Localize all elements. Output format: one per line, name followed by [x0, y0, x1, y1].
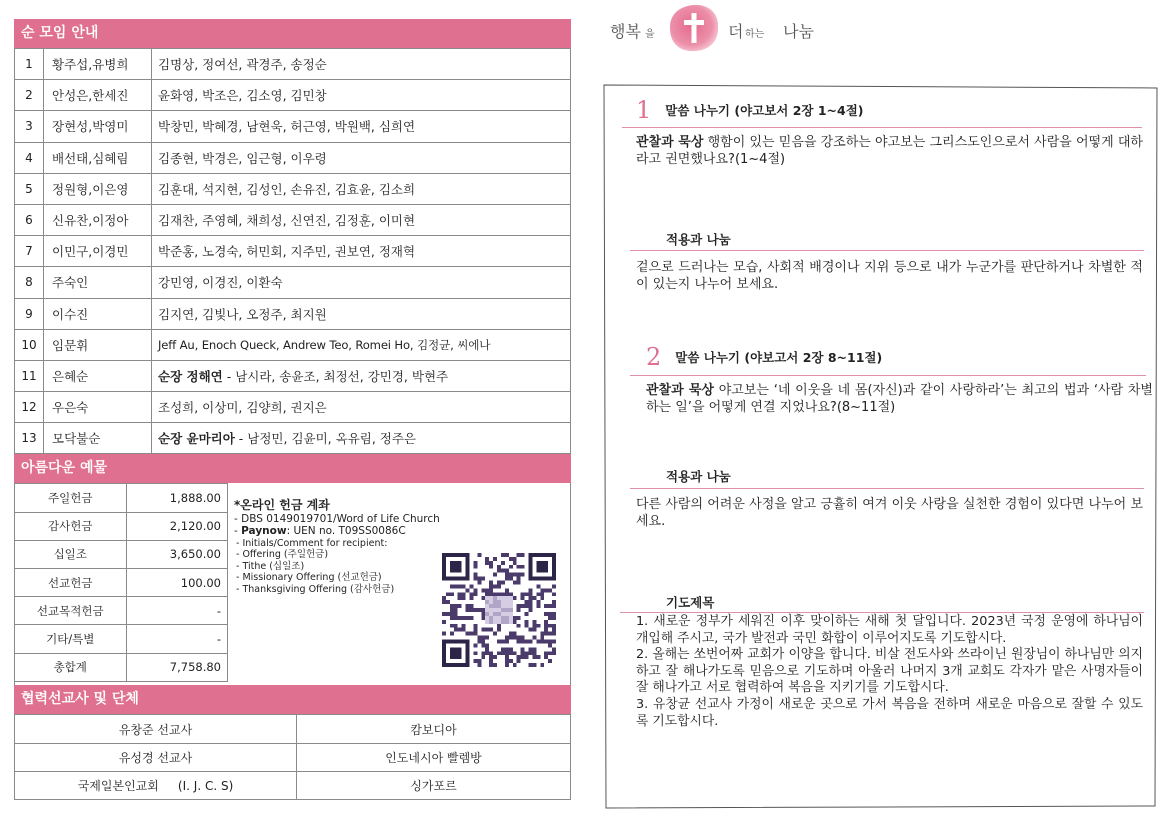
group-number: 1	[15, 49, 44, 80]
group-number: 13	[15, 423, 44, 454]
offering-amount: 3,650.00	[126, 540, 228, 568]
question-2-observation	[646, 382, 1153, 416]
question-title: 말씀 나누기 (야고보서 2장 1~4절)	[665, 103, 864, 118]
question-1-header	[636, 96, 864, 124]
group-leader: 이민구,이경민	[44, 236, 152, 267]
group-head-label: 순장 윤마리아	[158, 431, 235, 447]
offering-amount: 100.00	[126, 569, 228, 597]
group-row	[15, 142, 571, 173]
offering-row	[15, 625, 228, 653]
group-leader: 이수진	[44, 298, 152, 329]
group-member-list: 박창민, 박혜경, 남현욱, 허근영, 박원백, 심희연	[158, 119, 416, 135]
missionary-place: 인도네시아 빨렘방	[297, 743, 571, 771]
paynow-line: - Paynow: UEN no. T09SS0086C	[234, 525, 406, 538]
group-number: 2	[15, 80, 44, 111]
group-row	[15, 392, 571, 423]
group-member-list: 김지연, 김빛나, 오정주, 최지원	[158, 306, 327, 322]
group-members	[152, 298, 571, 329]
group-number: 9	[15, 298, 44, 329]
offering-label: 선교헌금	[15, 569, 126, 597]
offering-amount: 7,758.80	[126, 653, 228, 681]
group-number: 8	[15, 267, 44, 298]
group-member-list: - 남정민, 김윤미, 옥유림, 정주은	[234, 431, 417, 447]
online-offering-title: *온라인 헌금 계좌	[234, 498, 330, 513]
offering-table	[15, 483, 228, 681]
offering-type-item: - Thanksgiving Offering (감사헌금)	[236, 583, 395, 595]
missionaries-header: 협력선교사 및 단체	[14, 685, 571, 714]
group-leader: 임문휘	[44, 329, 152, 360]
apply-title: 적용과 나눔	[666, 232, 731, 247]
group-leader: 안성은,한세진	[44, 80, 152, 111]
group-members	[152, 142, 571, 173]
group-member-list: - 남시라, 송윤조, 최정선, 강민경, 박현주	[222, 368, 449, 384]
group-leader: 주숙인	[44, 267, 152, 298]
offering-amount: 1,888.00	[126, 484, 228, 512]
offering-row	[15, 512, 228, 540]
group-leader: 장현성,박영미	[44, 111, 152, 142]
brand-word-happiness: 행복	[610, 22, 641, 41]
group-member-list: 조성희, 이상미, 김양희, 권지은	[158, 400, 327, 416]
offering-label: 감사헌금	[15, 512, 126, 540]
group-members	[152, 173, 571, 204]
group-leader: 배선태,심혜림	[44, 142, 152, 173]
group-number: 6	[15, 204, 44, 235]
group-row	[15, 111, 571, 142]
group-number: 11	[15, 360, 44, 391]
missionary-name: 유성경 선교사	[15, 743, 297, 771]
divider	[630, 488, 1144, 489]
group-members	[152, 267, 571, 298]
paynow-value: : UEN no. T09SS0086C	[286, 525, 406, 538]
offering-row	[15, 540, 228, 568]
question-number: 2	[646, 343, 662, 371]
group-members	[152, 392, 571, 423]
offering-label: 총합계	[15, 653, 126, 681]
divider	[630, 250, 1144, 251]
group-members	[152, 204, 571, 235]
group-number: 4	[15, 142, 44, 173]
missionary-place: 싱가포르	[297, 771, 571, 799]
small-groups-header: 순 모임 안내	[14, 19, 571, 48]
missionary-row	[15, 715, 571, 743]
brand-particle: 을	[645, 29, 655, 40]
group-row	[15, 204, 571, 235]
question-2-header	[646, 343, 882, 371]
brand-logo	[610, 3, 850, 55]
group-leader: 은혜순	[44, 360, 152, 391]
small-groups-table	[14, 48, 571, 454]
observation-label: 관찰과 묵상	[646, 383, 714, 398]
observation-text: 행함이 있는 믿음을 강조하는 야고보는 그리스도인으로서 사람을 어떻게 대하라고 권면했나요?(1~4절)	[636, 135, 1143, 167]
missionaries-table	[14, 714, 571, 800]
group-row	[15, 80, 571, 111]
offering-row	[15, 484, 228, 512]
offering-type-item: - Missionary Offering (선교헌금)	[236, 572, 382, 584]
group-row	[15, 173, 571, 204]
group-row	[15, 360, 571, 391]
group-member-list: 김훈대, 석지현, 김성인, 손유진, 김효윤, 김소희	[158, 181, 416, 197]
group-leader: 정원형,이은영	[44, 173, 152, 204]
group-number: 10	[15, 329, 44, 360]
offering-type-item: - Tithe (십일조)	[236, 560, 305, 572]
group-row	[15, 329, 571, 360]
cross-icon	[667, 3, 721, 53]
question-2-application: 다른 사람의 어려운 사정을 알고 긍휼히 여겨 이웃 사랑을 실천한 경험이 있다면 나누어 보세요.	[636, 497, 1143, 529]
missionary-name: 국제일본인교회 (I. J. C. S)	[15, 771, 297, 799]
prayer-title: 기도제목	[666, 595, 715, 610]
group-head-label: 순장 정해연	[158, 368, 223, 384]
offering-label: 기타/특별	[15, 625, 126, 653]
group-members	[152, 111, 571, 142]
prayer-item: 3. 유창균 선교사 가정이 새로운 곳으로 가서 복음을 전하며 새로운 마음으로 잘할 수 있도록 기도합시다.	[636, 696, 1143, 729]
group-member-list: 강민영, 이경진, 이환숙	[158, 275, 283, 291]
offering-section	[14, 483, 571, 685]
group-member-list: 김명상, 정여선, 곽경주, 송정순	[158, 57, 327, 73]
group-members	[152, 360, 571, 391]
group-leader: 모닥불순	[44, 423, 152, 454]
group-member-list: Jeff Au, Enoch Queck, Andrew Teo, Romei Ho, 김정균, 씨에나	[158, 337, 491, 352]
question-1-application: 겉으로 드러나는 모습, 사회적 배경이나 지위 등으로 내가 누군가를 판단하거나 차별한 적이 있는지 나누어 보세요.	[636, 260, 1143, 292]
group-number: 12	[15, 392, 44, 423]
group-members	[152, 329, 571, 360]
divider	[620, 612, 1144, 613]
question-1-observation	[636, 134, 1143, 168]
group-number: 5	[15, 173, 44, 204]
divider	[622, 127, 1142, 128]
group-row	[15, 267, 571, 298]
question-title: 말씀 나누기 (야보고서 2장 8~11절)	[675, 350, 883, 365]
group-row	[15, 298, 571, 329]
group-row	[15, 423, 571, 454]
group-number: 7	[15, 236, 44, 267]
brand-word-more: 더	[728, 22, 744, 41]
group-member-list: 김종현, 박경은, 임근형, 이우령	[158, 150, 327, 166]
offering-label: 십일조	[15, 540, 126, 568]
offering-amount: -	[126, 625, 228, 653]
divider	[630, 375, 1146, 376]
group-member-list: 윤화영, 박조은, 김소영, 김민창	[158, 88, 327, 104]
prayer-item: 1. 새로운 정부가 세워진 이후 맞이하는 새해 첫 달입니다. 2023년 국정 운영에 하나님이 개입해 주시고, 국가 발전과 국민 화합이 이루어지도록 기도합시다.	[636, 614, 1143, 646]
missionary-place: 캄보디아	[297, 715, 571, 743]
missionary-row	[15, 771, 571, 799]
observation-text: 야고보는 ‘네 이웃을 네 몸(자신)과 같이 사랑하라’는 최고의 법과 ‘사람 차별하는 일’을 어떻게 연결 지었나요?(8~11절)	[646, 383, 1153, 415]
paynow-qr-code[interactable]	[442, 553, 556, 667]
group-members	[152, 236, 571, 267]
group-row	[15, 236, 571, 267]
brand-particle: 하는	[745, 29, 765, 40]
prayer-item: 2. 올해는 쏘번어짜 교회가 이양을 합니다. 비살 전도사와 쓰라이닌 원장님이 하나님만 의지하고 잘 해나가도록 믿음으로 기도하며 아울러 나머지 3개 교회도 각자가 맡은 사명자들이 잘 해나가고 서로 협력하여 복음을 지키기를 기도합시다.	[636, 647, 1143, 696]
apply-title: 적용과 나눔	[666, 469, 731, 484]
offering-row	[15, 569, 228, 597]
left-panel	[14, 19, 571, 800]
offering-row	[15, 653, 228, 681]
offering-label: 주일헌금	[15, 484, 126, 512]
comment-instructions: - Initials/Comment for recipient:	[236, 537, 388, 549]
offering-amount: 2,120.00	[126, 512, 228, 540]
group-member-list: 박준홍, 노경숙, 허민회, 지주민, 권보연, 정재혁	[158, 244, 416, 260]
question-number: 1	[636, 96, 652, 124]
group-row	[15, 49, 571, 80]
offering-row	[15, 597, 228, 625]
brand-word-sharing: 나눔	[783, 22, 814, 41]
group-leader: 우은숙	[44, 392, 152, 423]
offering-type-item: - Offering (주일헌금)	[236, 549, 329, 561]
group-member-list: 김재찬, 주영혜, 채희성, 신연진, 김정훈, 이미현	[158, 213, 416, 229]
group-members	[152, 80, 571, 111]
missionary-name: 유창준 선교사	[15, 715, 297, 743]
group-leader: 황주섭,유병희	[44, 49, 152, 80]
group-leader: 신유찬,이정아	[44, 204, 152, 235]
offering-amount: -	[126, 597, 228, 625]
paynow-label: Paynow	[241, 525, 287, 538]
group-number: 3	[15, 111, 44, 142]
group-members	[152, 49, 571, 80]
offering-header: 아름다운 예물	[14, 454, 571, 483]
observation-label: 관찰과 묵상	[636, 135, 704, 150]
dbs-account: - DBS 0149019701/Word of Life Church	[234, 512, 440, 525]
offering-label: 선교목적헌금	[15, 597, 126, 625]
prayer-list	[636, 614, 1143, 730]
group-members	[152, 423, 571, 454]
missionary-row	[15, 743, 571, 771]
